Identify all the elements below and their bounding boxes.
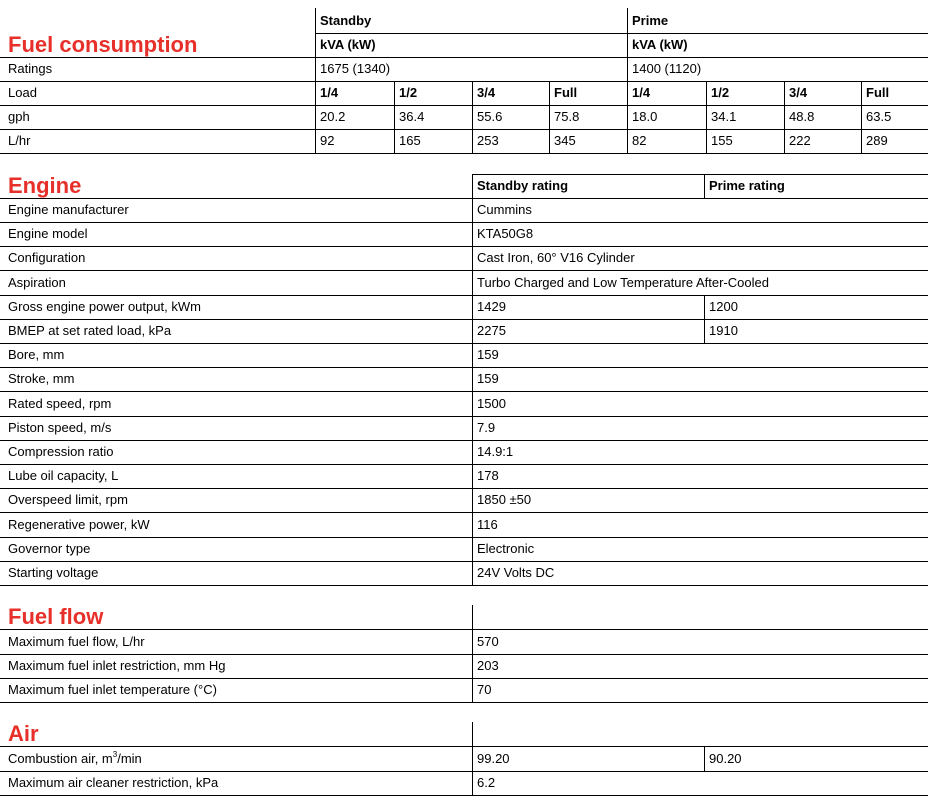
engine-row-value: 14.9:1 [477, 444, 514, 459]
standby-header: Standby [320, 13, 372, 28]
lhr-cell: 165 [399, 133, 421, 148]
load-label: Load [8, 85, 37, 100]
engine-row-label: Aspiration [8, 275, 66, 290]
engine-row-value: 178 [477, 468, 499, 483]
engine-standby-header: Standby rating [477, 178, 569, 193]
fuel-flow-row-label: Maximum fuel inlet temperature (°C) [8, 682, 217, 697]
gph-cell: 55.6 [477, 109, 503, 124]
engine-row-value: 2275 [477, 323, 506, 338]
fuel-flow-row-label: Maximum fuel flow, L/hr [8, 634, 145, 649]
ratings-label: Ratings [8, 61, 53, 76]
lhr-cell: 155 [711, 133, 733, 148]
engine-row-label: Overspeed limit, rpm [8, 492, 128, 507]
fuel-consumption-title: Fuel consumption [8, 32, 198, 57]
load-cell: 1/4 [320, 85, 339, 100]
lhr-label: L/hr [8, 133, 31, 148]
engine-row-label: Bore, mm [8, 347, 65, 362]
engine-row-label: Rated speed, rpm [8, 396, 112, 411]
fuel-flow-row-value: 570 [477, 634, 499, 649]
lhr-cell: 82 [632, 133, 647, 148]
engine-row-value: Cast Iron, 60° V16 Cylinder [477, 250, 635, 265]
engine-row-value: Cummins [477, 202, 532, 217]
prime-rating-value: 1400 (1120) [632, 61, 702, 76]
engine-row-label: Stroke, mm [8, 371, 75, 386]
lhr-cell: 222 [789, 133, 811, 148]
engine-prime-header: Prime rating [709, 178, 785, 193]
engine-row-label: Compression ratio [8, 444, 114, 459]
engine-row-value: 159 [477, 347, 499, 362]
gph-cell: 34.1 [711, 109, 737, 124]
engine-row-value: Turbo Charged and Low Temperature After-Cooled [477, 275, 769, 290]
gph-cell: 20.2 [320, 109, 346, 124]
standby-rating-value: 1675 (1340) [320, 61, 391, 76]
gph-cell: 75.8 [554, 109, 580, 124]
fuel-flow-row-label: Maximum fuel inlet restriction, mm Hg [8, 658, 226, 673]
engine-row-prime-value: 1200 [709, 299, 738, 314]
air-cleaner-restriction-label: Maximum air cleaner restriction, kPa [8, 775, 219, 790]
fuel-flow-title: Fuel flow [8, 604, 104, 629]
load-cell: 1/2 [711, 85, 730, 100]
engine-row-label: Engine manufacturer [8, 202, 129, 217]
combustion-air-prime-value: 90.20 [709, 751, 742, 766]
engine-row-value: KTA50G8 [477, 226, 534, 241]
engine-row-label: Lube oil capacity, L [8, 468, 119, 483]
engine-row-label: Regenerative power, kW [8, 517, 150, 532]
engine-row-label: Piston speed, m/s [8, 420, 112, 435]
combustion-air-standby-value: 99.20 [477, 751, 510, 766]
engine-row-value: 1500 [477, 396, 506, 411]
engine-row-label: Starting voltage [8, 565, 99, 580]
prime-unit-label: kVA (kW) [632, 37, 688, 52]
engine-row-label: BMEP at set rated load, kPa [8, 323, 172, 338]
engine-row-value: 24V Volts DC [477, 565, 555, 580]
load-cell: 3/4 [477, 85, 496, 100]
lhr-cell: 253 [477, 133, 499, 148]
engine-row-value: 1429 [477, 299, 506, 314]
fuel-flow-row-value: 70 [477, 682, 492, 697]
fuel-flow-row-value: 203 [477, 658, 499, 673]
standby-unit-label: kVA (kW) [320, 37, 376, 52]
engine-row-label: Engine model [8, 226, 88, 241]
engine-title: Engine [8, 173, 82, 198]
air-title: Air [8, 721, 39, 746]
combustion-air-label: Combustion air, $m^3/\min$ [8, 750, 142, 766]
engine-row-value: 7.9 [477, 420, 496, 435]
engine-row-value: 159 [477, 371, 499, 386]
engine-row-label: Configuration [8, 250, 86, 265]
gph-cell: 63.5 [866, 109, 892, 124]
engine-row-prime-value: 1910 [709, 323, 738, 338]
lhr-cell: 345 [554, 133, 576, 148]
gph-label: gph [8, 109, 30, 124]
prime-header: Prime [632, 13, 669, 28]
air-cleaner-restriction-value: 6.2 [477, 775, 496, 790]
gph-cell: 18.0 [632, 109, 658, 124]
engine-row-value: 1850 ±50 [477, 492, 532, 507]
load-cell: Full [554, 85, 578, 100]
engine-row-label: Governor type [8, 541, 91, 556]
load-cell: Full [866, 85, 890, 100]
gph-cell: 48.8 [789, 109, 815, 124]
gph-cell: 36.4 [399, 109, 425, 124]
load-cell: 1/4 [632, 85, 651, 100]
engine-row-value: 116 [477, 517, 498, 532]
engine-row-value: Electronic [477, 541, 535, 556]
lhr-cell: 92 [320, 133, 335, 148]
lhr-cell: 289 [866, 133, 888, 148]
engine-row-label: Gross engine power output, kWm [8, 299, 201, 314]
load-cell: 3/4 [789, 85, 808, 100]
load-cell: 1/2 [399, 85, 418, 100]
